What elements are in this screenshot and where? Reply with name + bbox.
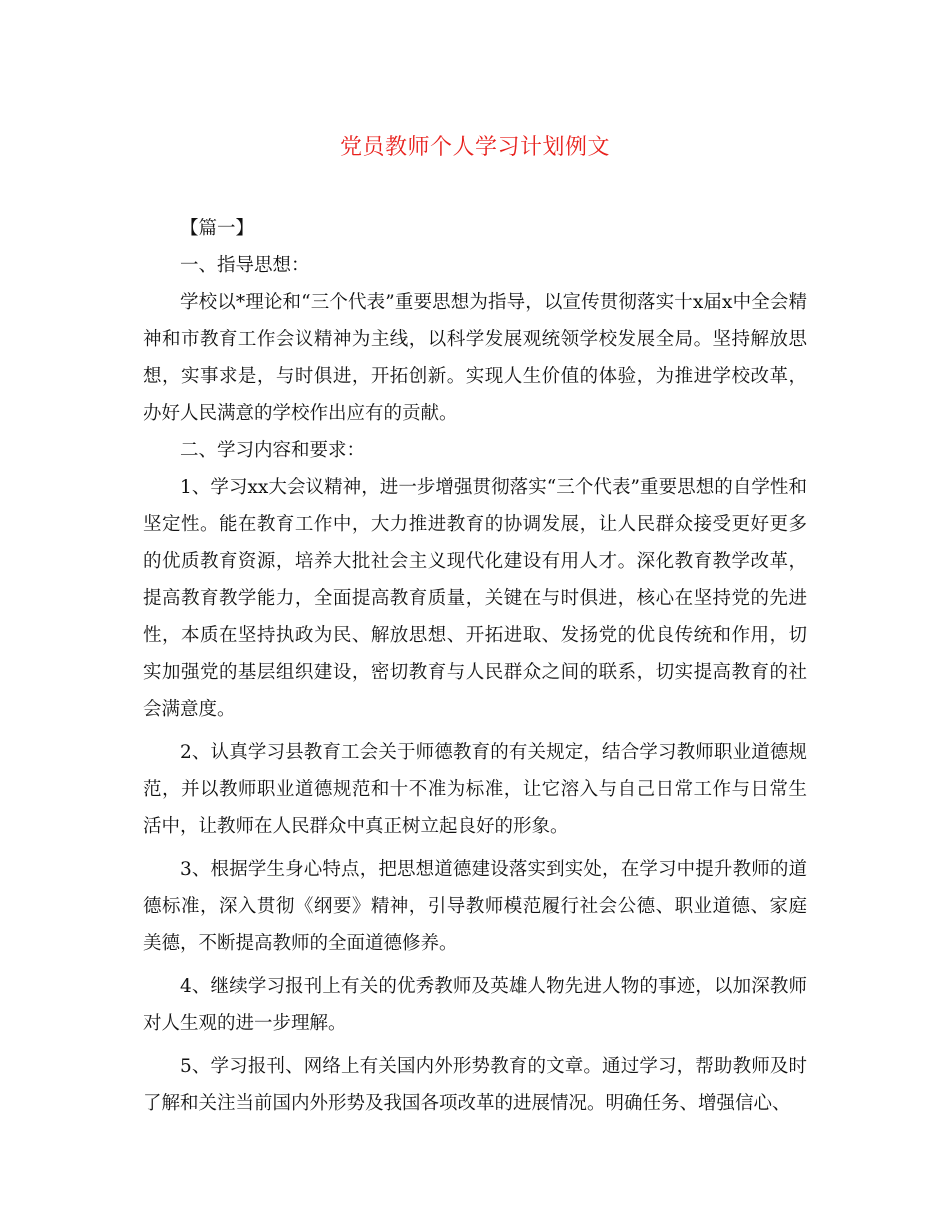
paragraph: 3、根据学生身心特点，把思想道德建设落实到实处，在学习中提升教师的道德标准，深入贯彻《纲要》精神，引导教师模范履行社会公德、职业道德、家庭美德，不断提高教师的全面道德修养。 [143,859,807,954]
paragraph: 5、学习报刊、网络上有关国内外形势教育的文章。通过学习，帮助教师及时了解和关注当前国内外形势及我国各项改革的进展情况。明确任务、增强信心、 [143,1056,807,1114]
paragraph: 2、认真学习县教育工会关于师德教育的有关规定，结合学习教师职业道德规范，并以教师职业道德规范和十不准为标准，让它溶入与自己日常工作与日常生活中，让教师在人民群众中真正树立起良好的形象。 [143,742,807,837]
document-title: 党员教师个人学习计划例文 [339,135,610,160]
subheading-guiding-ideology: 一、指导思想： [180,255,310,276]
paragraph: 学校以*理论和“三个代表”重要思想为指导，以宣传贯彻落实十x届x中全会精神和市教育工作会议精神为主线，以科学发展观统领学校发展全局。坚持解放思想，实事求是，与时俱进，开拓创新。实现人生价值的体验，为推进学校改革，办好人民满意的学校作出应有的贡献。 [143,292,807,424]
paragraph: 1、学习xx大会议精神，进一步增强贯彻落实“三个代表”重要思想的自学性和坚定性。能在教育工作中，大力推进教育的协调发展，让人民群众接受更好更多的优质教育资源，培养大批社会主义现代化建设有用人才。深化教育教学改革，提高教育教学能力，全面提高教育质量，关键在与时俱进，核心在坚持党的先进性，本质在坚持执政为民、解放思想、开拓进取、发扬党的优良传统和作用，切实加强党的基层组织建设，密切教育与人民群众之间的联系，切实提高教育的社会满意度。 [143,477,807,720]
document-body [143,210,807,1122]
subheading-study-content: 二、学习内容和要求： [180,440,366,461]
section-heading: 【篇一】 [180,218,255,239]
paragraph: 4、继续学习报刊上有关的优秀教师及英雄人物先进人物的事迹，以加深教师对人生观的进一步理解。 [143,976,807,1034]
